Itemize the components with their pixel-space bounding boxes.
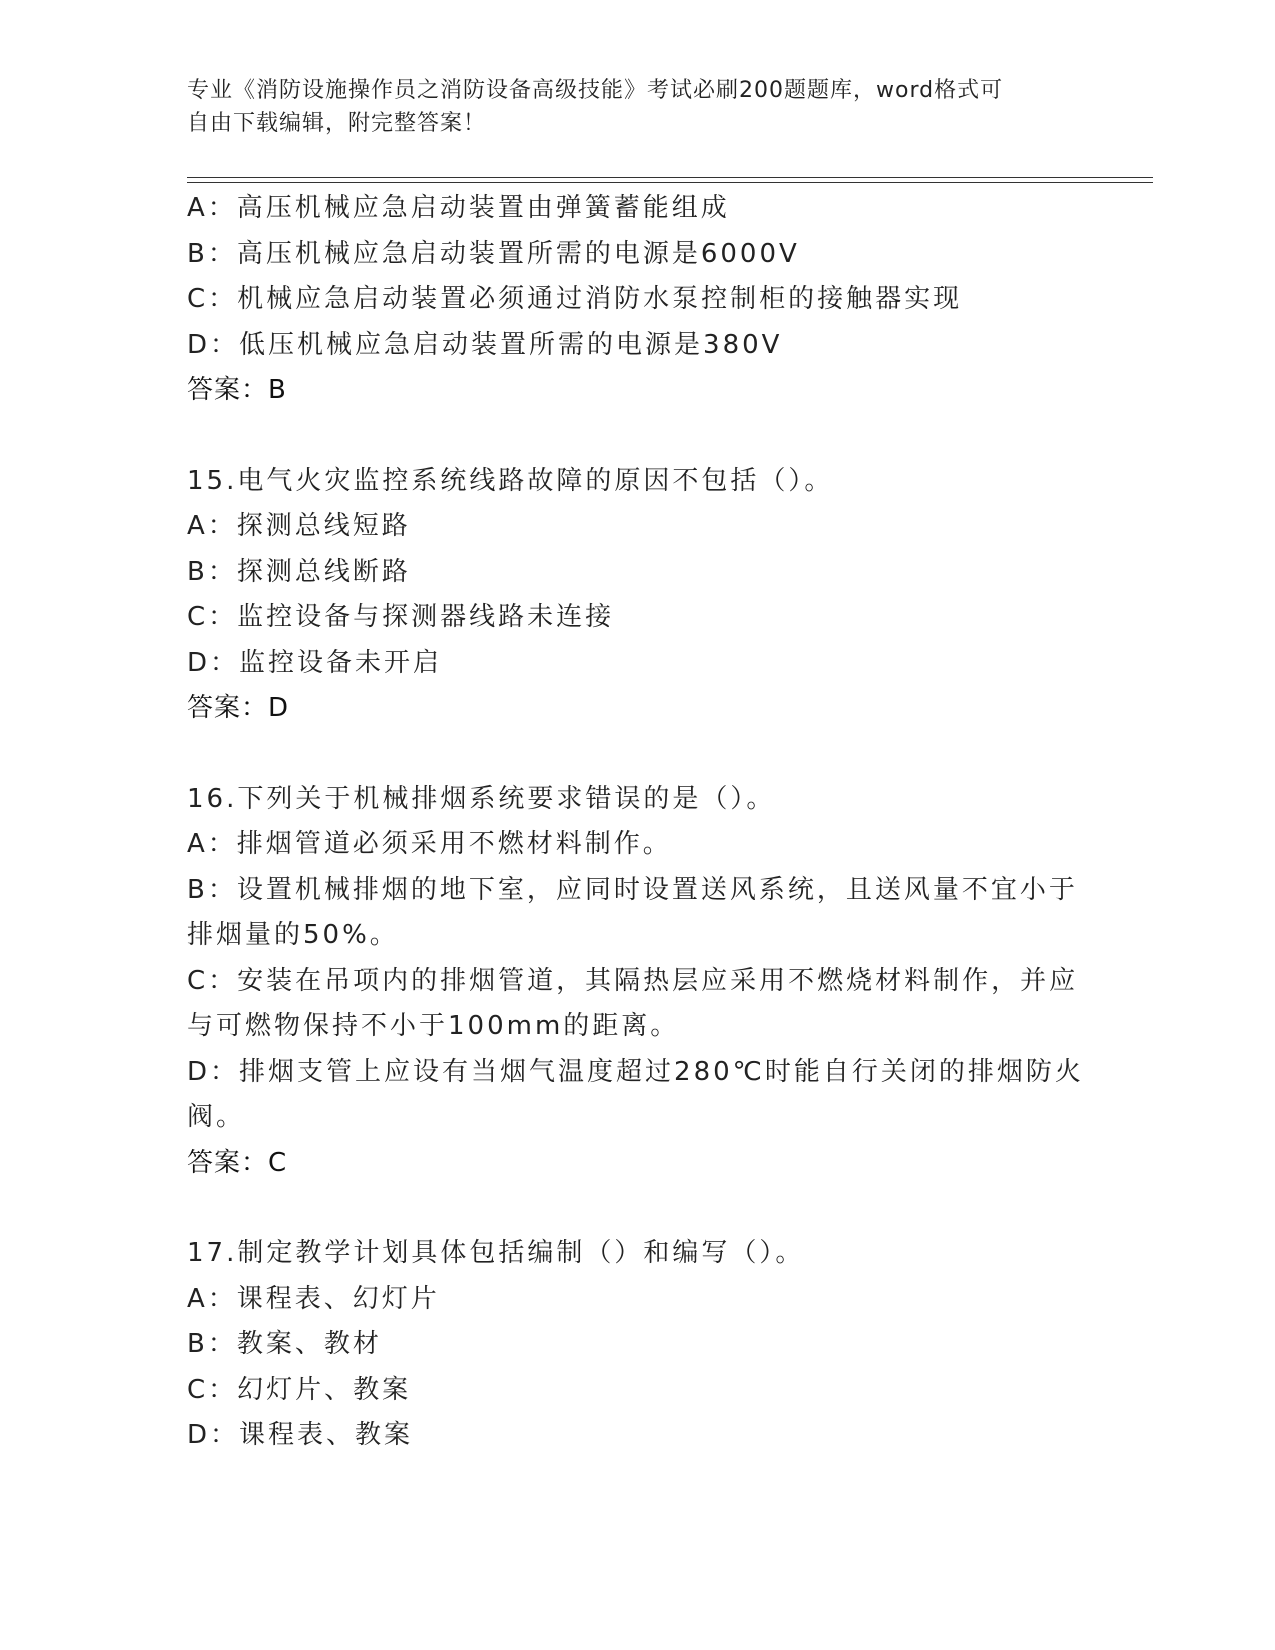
option-a: A：课程表、幻灯片 <box>187 1283 440 1314</box>
spacer <box>187 1186 1087 1231</box>
option-d-line-2: 阀。 <box>187 1102 246 1132</box>
option-d: D：监控设备未开启 <box>187 647 443 678</box>
question-15 <box>187 459 1087 732</box>
option-a: A：探测总线短路 <box>187 511 411 541</box>
document-header <box>187 74 1067 140</box>
question-stem: 17.制定教学计划具体包括编制（）和编写（）。 <box>187 1238 805 1268</box>
question-stem: 15.电气火灾监控系统线路故障的原因不包括（）。 <box>187 465 834 496</box>
header-divider-bottom <box>187 182 1153 183</box>
option-c: C：机械应急启动装置必须通过消防水泵控制柜的接触器实现 <box>187 284 963 314</box>
spacer <box>187 732 1087 777</box>
option-b-line-2: 排烟量的50%。 <box>187 920 399 950</box>
option-c: C：监控设备与探测器线路未连接 <box>187 602 615 632</box>
spacer <box>187 414 1087 459</box>
question-stem: 16.下列关于机械排烟系统要求错误的是（）。 <box>187 783 776 814</box>
answer: 答案：B <box>187 375 287 405</box>
option-b: B：高压机械应急启动装置所需的电源是6000V <box>187 238 800 269</box>
option-a: A：排烟管道必须采用不燃材料制作。 <box>187 829 672 859</box>
question-list <box>187 186 1087 1459</box>
header-title-line-1: 专业《消防设施操作员之消防设备高级技能》考试必刷200题题库，word格式可 <box>187 78 1004 103</box>
option-b-line-1: B：设置机械排烟的地下室，应同时设置送风系统，且送风量不宜小于 <box>187 874 1078 905</box>
header-divider-top <box>187 177 1153 178</box>
option-a: A：高压机械应急启动装置由弹簧蓄能组成 <box>187 193 730 223</box>
option-c-line-1: C：安装在吊项内的排烟管道，其隔热层应采用不燃烧材料制作，并应 <box>187 965 1079 996</box>
question-17 <box>187 1231 1087 1459</box>
header-title-line-2: 自由下载编辑，附完整答案！ <box>187 111 487 136</box>
answer: 答案：C <box>187 1147 288 1178</box>
option-b: B：教案、教材 <box>187 1329 382 1359</box>
question-14 <box>187 186 1087 414</box>
question-16 <box>187 777 1087 1187</box>
option-d: D：低压机械应急启动装置所需的电源是380V <box>187 329 783 360</box>
option-c: C：幻灯片、教案 <box>187 1374 412 1405</box>
option-d-line-1: D：排烟支管上应设有当烟气温度超过280℃时能自行关闭的排烟防火 <box>187 1056 1084 1087</box>
option-b: B：探测总线断路 <box>187 556 411 587</box>
option-c-line-2: 与可燃物保持不小于100mm的距离。 <box>187 1011 680 1041</box>
answer: 答案：D <box>187 693 290 723</box>
option-d: D：课程表、教案 <box>187 1420 414 1450</box>
